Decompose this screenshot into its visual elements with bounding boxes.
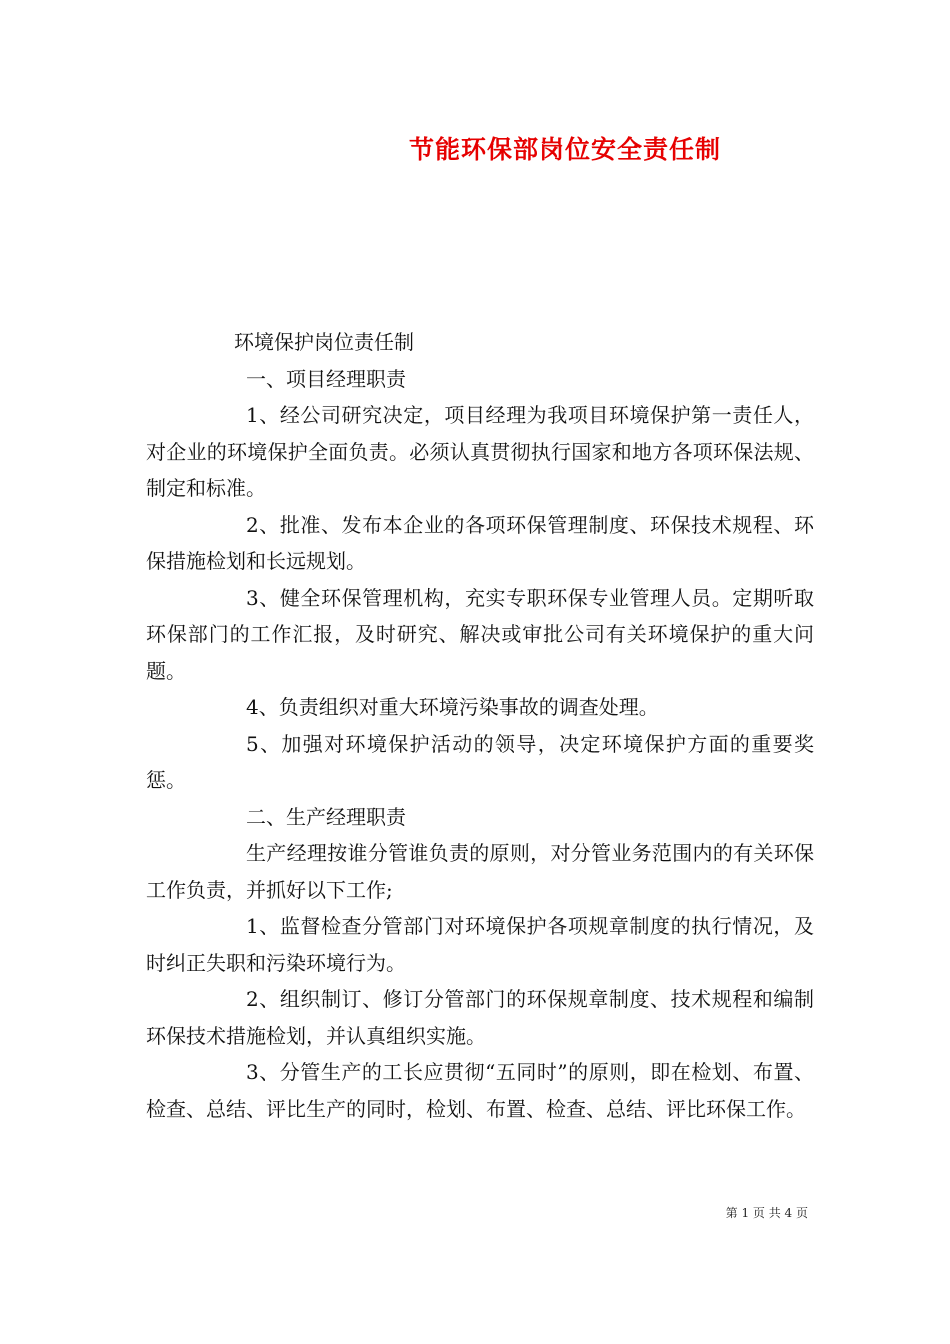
paragraph: 5、加强对环境保护活动的领导，决定环境保护方面的重要奖惩。 (146, 731, 814, 792)
subsection-heading: 一、项目经理职责 (246, 366, 406, 391)
paragraph: 生产经理按谁分管谁负责的原则，对分管业务范围内的有关环保工作负责，并抓好以下工作; (146, 841, 814, 902)
paragraph: 4、负责组织对重大环境污染事故的调查处理。 (246, 695, 659, 719)
paragraph: 2、批准、发布本企业的各项环保管理制度、环保技术规程、环保措施检划和长远规划。 (146, 512, 814, 573)
paragraph: 2、组织制订、修订分管部门的环保规章制度、技术规程和编制环保技术措施检划，并认真组织实施。 (146, 987, 814, 1048)
page-title: 节能环保部岗位安全责任制 (408, 135, 721, 164)
paragraph: 3、健全环保管理机构，充实专职环保专业管理人员。定期听取环保部门的工作汇报，及时研究、解决或审批公司有关环境保护的重大问题。 (146, 585, 814, 683)
paragraph: 3、分管生产的工长应贯彻“五同时”的原则，即在检划、布置、检查、总结、评比生产的同时，检划、布置、检查、总结、评比环保工作。 (146, 1060, 814, 1121)
section-heading: 环境保护岗位责任制 (234, 330, 414, 354)
page-number: 第 1 页 共 4 页 (725, 1206, 808, 1220)
paragraph: 1、监督检查分管部门对环境保护各项规章制度的执行情况，及时纠正失职和污染环境行为。 (146, 914, 814, 975)
subsection-heading: 二、生产经理职责 (246, 804, 406, 829)
document-body (146, 324, 814, 1127)
paragraph: 1、经公司研究决定，项目经理为我项目环境保护第一责任人，对企业的环境保护全面负责。必须认真贯彻执行国家和地方各项环保法规、制定和标准。 (146, 403, 814, 500)
